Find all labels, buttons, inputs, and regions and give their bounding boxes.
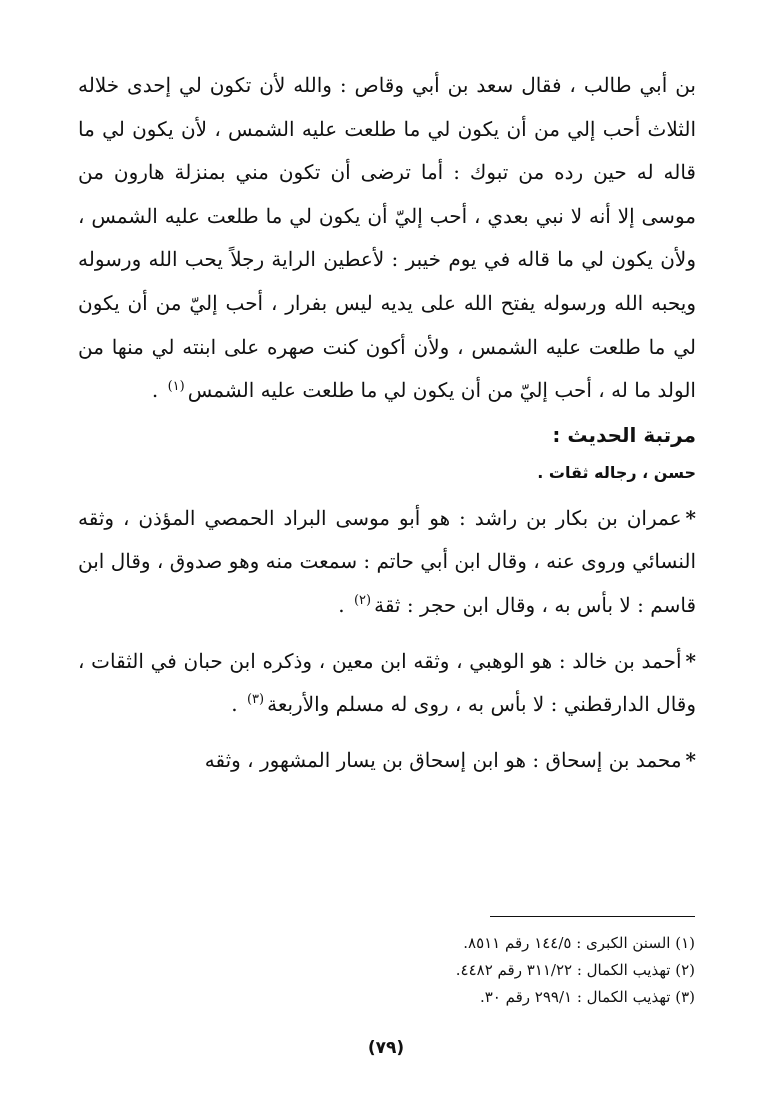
paragraph-hadith [78, 64, 696, 413]
footnote-ref-3[interactable]: (٣) [246, 692, 265, 708]
footnote-ref-2[interactable]: (٢) [353, 593, 372, 609]
page-number: (٧٩) [367, 1038, 405, 1058]
footnotes [300, 930, 695, 1011]
narrator-text: عمران بن بكار بن راشد : هو أبو موسى البراد الحمصي المؤذن ، وثقه النسائي وروى عنه ، وقال ابن أبي حاتم : سمعت منه وهو صدوق ، وقال ابن قاسم : لا بأس به ، وقال ابن حجر : ثقة [78, 505, 696, 617]
main-text [78, 64, 696, 782]
narrator-entry [78, 640, 696, 727]
footnote-item: (٣) تهذيب الكمال : ٢٩٩/١ رقم ٣٠. [479, 988, 695, 1006]
footnote-divider [490, 916, 695, 917]
narrator-end: . [231, 692, 244, 717]
grade-line: حسن ، رجاله ثقات . [537, 462, 696, 482]
narrator-entry [78, 739, 696, 783]
narrator-text: أحمد بن خالد : هو الوهبي ، وثقه ابن معين ، وذكره ابن حبان في الثقات ، وقال الدارقطني : لا بأس به ، روى له مسلم والأربعة [78, 648, 696, 717]
star-bullet: * [685, 505, 696, 530]
narrator-end: . [338, 592, 351, 617]
section-heading: مرتبة الحديث : [552, 422, 696, 447]
paragraph-end: . [151, 378, 165, 403]
narrator-entry [78, 497, 696, 628]
footnote-item: (١) السنن الكبرى : ١٤٤/٥ رقم ٨٥١١. [463, 934, 695, 952]
narrator-text: محمد بن إسحاق : هو ابن إسحاق بن يسار المشهور ، وثقه [204, 747, 682, 772]
footnote-ref-1[interactable]: (١) [167, 378, 185, 394]
star-bullet: * [685, 648, 696, 673]
paragraph-text: بن أبي طالب ، فقال سعد بن أبي وقاص : والله لأن تكون لي إحدى خلاله الثلاث أحب إلي من أن يكون لي ما طلعت عليه الشمس ، لأن يكون لي ما قاله له حين رده من تبوك : أما ترضى أن تكون مني بمنزلة هارون من موسى إلا أنه لا نبي بعدي ، أحب إليّ أن يكون لي ما طلعت عليه الشمس ، ولأن يكون لي ما قاله في يوم خيبر : لأعطين الراية رجلاً يحب الله ورسوله ويحبه الله ورسوله يفتح الله على يديه ليس بفرار ، أحب إليّ من أن يكون لي ما طلعت عليه الشمس ، ولأن أكون كنت صهره على ابنته لي منها من الولد ما له ، أحب إليّ من أن يكون لي ما طلعت عليه الشمس [78, 73, 696, 403]
star-bullet: * [685, 747, 696, 772]
footnote-item: (٢) تهذيب الكمال : ٣١١/٢٢ رقم ٤٤٨٢. [455, 961, 695, 979]
